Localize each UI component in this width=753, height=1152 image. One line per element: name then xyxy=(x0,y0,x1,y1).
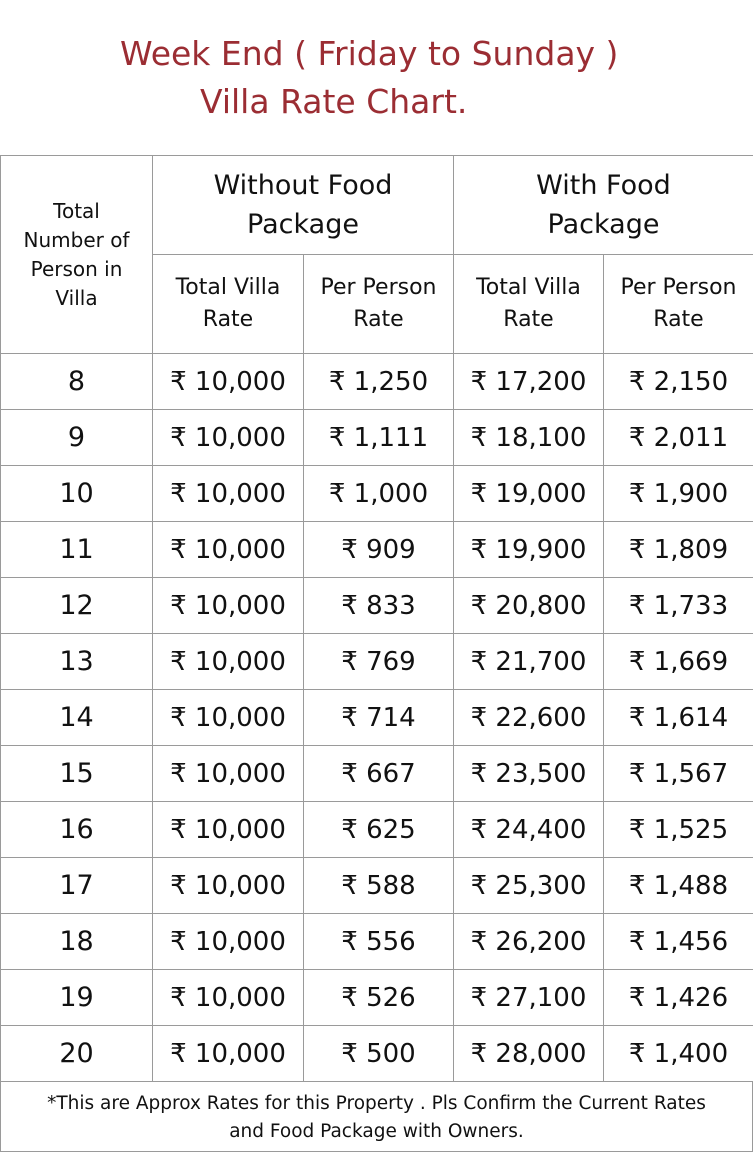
cell-w-total: ₹ 18,100 xyxy=(454,410,604,466)
cell-persons: 13 xyxy=(1,634,153,690)
header-wo-per xyxy=(304,255,454,354)
cell-w-total: ₹ 26,200 xyxy=(454,914,604,970)
cell-w-total: ₹ 28,000 xyxy=(454,1026,604,1082)
cell-w-per: ₹ 1,733 xyxy=(604,578,753,634)
cell-persons: 19 xyxy=(1,970,153,1026)
table-row xyxy=(1,410,753,466)
cell-wo-total: ₹ 10,000 xyxy=(153,578,304,634)
cell-wo-total: ₹ 10,000 xyxy=(153,858,304,914)
cell-w-per: ₹ 1,525 xyxy=(604,802,753,858)
cell-persons: 17 xyxy=(1,858,153,914)
cell-persons: 12 xyxy=(1,578,153,634)
cell-w-total: ₹ 22,600 xyxy=(454,690,604,746)
cell-w-per: ₹ 1,614 xyxy=(604,690,753,746)
cell-w-per: ₹ 1,426 xyxy=(604,970,753,1026)
cell-wo-per: ₹ 526 xyxy=(304,970,454,1026)
cell-w-per: ₹ 1,669 xyxy=(604,634,753,690)
cell-wo-per: ₹ 667 xyxy=(304,746,454,802)
cell-w-total: ₹ 25,300 xyxy=(454,858,604,914)
table-row xyxy=(1,914,753,970)
footer-note xyxy=(0,1082,753,1152)
header-wo-total xyxy=(153,255,304,354)
cell-wo-per: ₹ 769 xyxy=(304,634,454,690)
cell-wo-per: ₹ 556 xyxy=(304,914,454,970)
header-with-food-label: With Food Package xyxy=(536,170,671,240)
cell-wo-per: ₹ 625 xyxy=(304,802,454,858)
cell-wo-total: ₹ 10,000 xyxy=(153,1026,304,1082)
header-persons xyxy=(1,156,153,354)
title-line-2: Villa Rate Chart. xyxy=(200,82,468,121)
cell-wo-per: ₹ 1,250 xyxy=(304,354,454,410)
header-w-total-label: Total Villa Rate xyxy=(476,275,581,332)
cell-persons: 9 xyxy=(1,410,153,466)
header-w-total xyxy=(454,255,604,354)
header-persons-label: Total Number of Person in Villa xyxy=(23,198,130,310)
cell-w-per: ₹ 1,488 xyxy=(604,858,753,914)
cell-wo-per: ₹ 909 xyxy=(304,522,454,578)
cell-w-total: ₹ 20,800 xyxy=(454,578,604,634)
header-w-per xyxy=(604,255,753,354)
cell-w-per: ₹ 1,567 xyxy=(604,746,753,802)
cell-w-per: ₹ 2,150 xyxy=(604,354,753,410)
header-wo-total-label: Total Villa Rate xyxy=(175,275,281,332)
table-row xyxy=(1,970,753,1026)
cell-w-per: ₹ 1,400 xyxy=(604,1026,753,1082)
header-row-groups xyxy=(1,156,753,255)
table-row xyxy=(1,1026,753,1082)
header-without-food xyxy=(153,156,454,255)
cell-persons: 16 xyxy=(1,802,153,858)
cell-w-per: ₹ 1,809 xyxy=(604,522,753,578)
title-block xyxy=(0,0,753,155)
table-row xyxy=(1,578,753,634)
cell-w-total: ₹ 19,000 xyxy=(454,466,604,522)
cell-persons: 8 xyxy=(1,354,153,410)
cell-wo-total: ₹ 10,000 xyxy=(153,466,304,522)
cell-wo-total: ₹ 10,000 xyxy=(153,914,304,970)
cell-wo-per: ₹ 588 xyxy=(304,858,454,914)
cell-w-total: ₹ 23,500 xyxy=(454,746,604,802)
header-with-food xyxy=(454,156,753,255)
cell-wo-total: ₹ 10,000 xyxy=(153,690,304,746)
cell-wo-total: ₹ 10,000 xyxy=(153,746,304,802)
cell-w-total: ₹ 17,200 xyxy=(454,354,604,410)
header-without-food-label: Without Food Package xyxy=(213,170,393,240)
cell-wo-per: ₹ 714 xyxy=(304,690,454,746)
table-row xyxy=(1,522,753,578)
cell-wo-total: ₹ 10,000 xyxy=(153,970,304,1026)
header-wo-per-label: Per Person Rate xyxy=(320,275,437,332)
table-row xyxy=(1,690,753,746)
table-row xyxy=(1,858,753,914)
cell-wo-total: ₹ 10,000 xyxy=(153,354,304,410)
footer-line-1: *This are Approx Rates for this Property . Pls Confirm the Current Rates xyxy=(47,1093,706,1114)
cell-wo-per: ₹ 1,000 xyxy=(304,466,454,522)
cell-persons: 10 xyxy=(1,466,153,522)
cell-w-per: ₹ 1,900 xyxy=(604,466,753,522)
cell-wo-total: ₹ 10,000 xyxy=(153,634,304,690)
cell-w-total: ₹ 19,900 xyxy=(454,522,604,578)
table-row xyxy=(1,634,753,690)
cell-wo-total: ₹ 10,000 xyxy=(153,802,304,858)
table-row xyxy=(1,354,753,410)
table-row xyxy=(1,802,753,858)
cell-wo-total: ₹ 10,000 xyxy=(153,522,304,578)
footer-line-2: and Food Package with Owners. xyxy=(229,1121,524,1142)
cell-w-total: ₹ 27,100 xyxy=(454,970,604,1026)
cell-w-per: ₹ 2,011 xyxy=(604,410,753,466)
cell-wo-per: ₹ 833 xyxy=(304,578,454,634)
table-row xyxy=(1,466,753,522)
table-row xyxy=(1,746,753,802)
cell-wo-per: ₹ 500 xyxy=(304,1026,454,1082)
cell-persons: 14 xyxy=(1,690,153,746)
cell-persons: 20 xyxy=(1,1026,153,1082)
cell-persons: 15 xyxy=(1,746,153,802)
cell-wo-total: ₹ 10,000 xyxy=(153,410,304,466)
cell-wo-per: ₹ 1,111 xyxy=(304,410,454,466)
cell-w-total: ₹ 24,400 xyxy=(454,802,604,858)
title-line-1: Week End ( Friday to Sunday ) xyxy=(120,34,619,73)
cell-persons: 18 xyxy=(1,914,153,970)
cell-persons: 11 xyxy=(1,522,153,578)
rate-table xyxy=(0,155,753,1082)
cell-w-per: ₹ 1,456 xyxy=(604,914,753,970)
header-w-per-label: Per Person Rate xyxy=(620,275,737,332)
cell-w-total: ₹ 21,700 xyxy=(454,634,604,690)
